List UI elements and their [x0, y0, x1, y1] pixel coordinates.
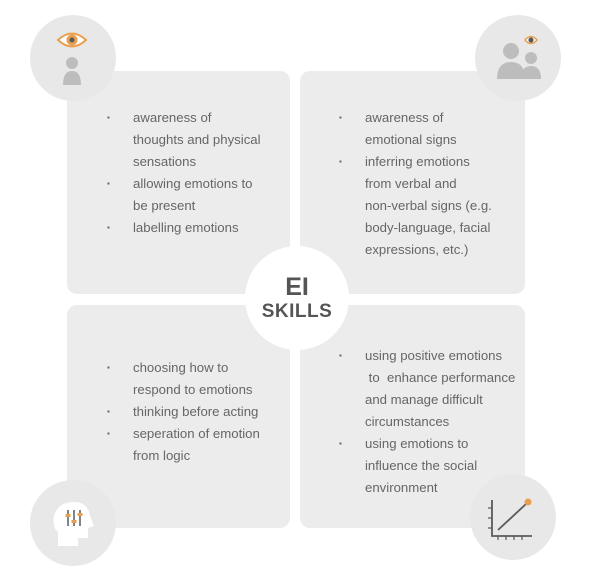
list-relationship-management — [339, 345, 519, 499]
bullet-item — [107, 423, 277, 467]
bullet-line: environment — [365, 480, 438, 495]
center-circle — [245, 246, 349, 350]
bullet-line: expressions, etc.) — [365, 242, 469, 257]
corner-circle-top-right — [475, 15, 561, 101]
bullet-item — [107, 401, 277, 423]
list-awareness-self — [107, 107, 277, 239]
bullet-line: sensations — [133, 154, 197, 169]
corner-circle-top-left — [30, 15, 116, 101]
bullet-line: respond to emotions — [133, 382, 253, 397]
bullet-line: to enhance performance — [365, 370, 516, 385]
bullet-line: from logic — [133, 448, 191, 463]
bullet-line: inferring emotions — [365, 154, 470, 169]
bullet-item — [339, 345, 519, 433]
bullet-line: from verbal and — [365, 176, 457, 191]
bullet-line: choosing how to — [133, 360, 229, 375]
eye-person-icon — [30, 15, 116, 101]
bullet-line: using emotions to — [365, 436, 469, 451]
corner-circle-bottom-left — [30, 480, 116, 566]
bullet-item — [107, 357, 277, 401]
bullet-line: awareness of — [133, 110, 212, 125]
bullet-line: labelling emotions — [133, 220, 239, 235]
bullet-item — [339, 107, 514, 151]
bullet-line: emotional signs — [365, 132, 457, 147]
list-awareness-others — [339, 107, 514, 261]
bullet-item — [107, 173, 277, 217]
bullet-line: awareness of — [365, 110, 444, 125]
bullet-line: thinking before acting — [133, 404, 259, 419]
bullet-line: influence the social — [365, 458, 478, 473]
bullet-item — [107, 217, 277, 239]
list-self-management — [107, 357, 277, 467]
bullet-item — [339, 151, 514, 261]
bullet-line: and manage difficult — [365, 392, 483, 407]
bullet-line: circumstances — [365, 414, 450, 429]
bullet-line: using positive emotions — [365, 348, 503, 363]
center-subtitle: SKILLS — [261, 301, 333, 322]
bullet-line: non-verbal signs (e.g. — [365, 198, 492, 213]
head-sliders-icon — [30, 480, 116, 566]
bullet-line: body-language, facial — [365, 220, 491, 235]
center-title: EI — [285, 273, 309, 301]
bullet-line: be present — [133, 198, 196, 213]
bullet-item — [107, 107, 277, 173]
people-eye-icon — [475, 15, 561, 101]
bullet-line: seperation of emotion — [133, 426, 260, 441]
bullet-item — [339, 433, 519, 499]
bullet-line: thoughts and physical — [133, 132, 261, 147]
bullet-line: allowing emotions to — [133, 176, 253, 191]
